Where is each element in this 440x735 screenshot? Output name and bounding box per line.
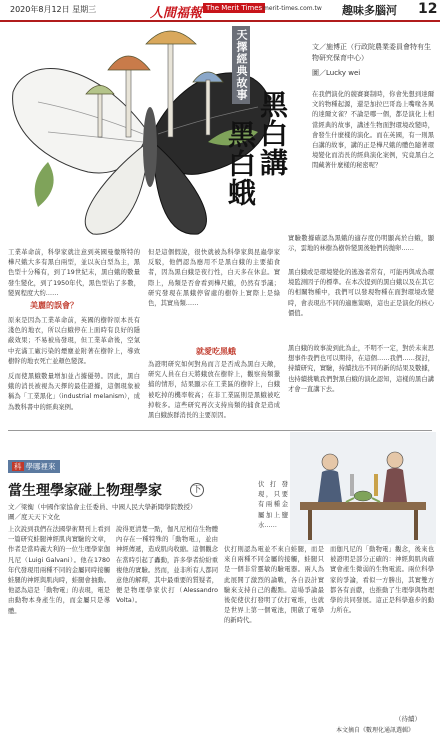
- feature-intro: 在我們演化的競賽賽制時，你會先想到達爾文的物種起源，還是加拉巴哥島上嘴喙各異的達爾文雀？不論是哪一個，都是演化上相當經典的故事，講述生物面對環境改變時，會發生什麼樣的演化。而在英國，有一則黑白講的故事，講的正是樺尺蛾的體色隨著環境變化而消長的經典演化案例，究竟黑白之間藏著什麼樣的秘密呢？: [312, 91, 434, 170]
- feature-title-line1: 黑白講: [256, 90, 289, 177]
- column-badge-label: 學哪裡來: [25, 462, 56, 471]
- feature-paragraph: 黑白蛾的故事說到此為止，不明不一定，對於未來思想事件我們也可以期待，在這個……我們……探討，持續研究，實驗，持續找出不同的新的結果及數據，也持續挑戰我們對黑白蛾的演化認知，這樣的黑白講才會一直講下去。: [288, 345, 434, 393]
- article-part-marker: 下: [190, 483, 204, 497]
- feature-paragraph: 為證明研究如何對鳥而言是否成為黑白天敵，研究人員在白天將蛾放在樹幹上，觀察鳥類獵捕的情形，結果顯示在工業區的樹幹上，白蛾被吃掉的機率較高；在非工業區則是黑蛾被吃掉較多。這些研究再次支持鳥類的捕食是造成黑白蛾族群消長的主要原因。: [148, 361, 280, 420]
- feature-paragraph: 但是這個假說，很快就被為科學家與昆蟲學家反駁，他們認為應用不是黑白蛾的主要捕食者，因為黑白蛾是夜行性，白天多在休息。實際上，鳥類是否會看到樺尺蛾，仍然有爭議；研究發現在黑蛾停留處的樹幹上實際上是綠色，其實鳥類……: [148, 249, 280, 308]
- article-column: 而伽凡尼的「動物電」觀念，後來也被證明是部分正確的：神經與肌肉確實會產生微弱的生物電流。兩位科學家的爭論，看似一方勝出，其實雙方都各有貢獻，也推動了生理學與物理學的共同發展。這正是科學進步的動力所在。: [330, 546, 434, 615]
- article-illustrator-byline: 圖／度天天下文化: [8, 513, 60, 521]
- feature-tag: 天擇經典故事: [232, 26, 250, 104]
- article-column: 說得更清楚一點，伽凡尼相信生物體內存在一種特殊的「動物電」，並由神經傳遞，造成肌肉收縮。這個觀念在當時引起了轟動，許多學者紛紛重複他的實驗。然而，並非所有人都同意他的解釋，其中最重要的質疑者，便是物理學家伏打（Alessandro Volta）。: [116, 526, 218, 605]
- article-column: 伏打則認為電並不來自蛙腿，而是來自兩種不同金屬的接觸，蛙腿只是一個非常靈敏的驗電器。兩人為此展開了激烈的論戰，各自設計實驗來支持自己的觀點。這場爭論最後促使伏打發明了伏打電堆，也就是世界上第一個電池，開啟了電學的新時代。: [224, 546, 324, 625]
- newspaper-logo-en: The Merit Times: [203, 3, 265, 13]
- source-footnote: 本文摘自《數理化通訊選輯》: [336, 727, 415, 734]
- website-url[interactable]: merit-times.com.tw: [263, 5, 322, 12]
- feature-subhead: 就愛吃黑蛾: [196, 347, 236, 356]
- feature-paragraph: 原來是因為工業革命前，英國的樹幹原本長有淺色的地衣，所以白蛾停在上面時有良好的隱蔽效果；不易被鳥發現，但工業革命後，空氣中充滿工廠污染的煙塵並附著在樹幹上，導致樹幹的地衣死亡並顏色變深。: [8, 317, 140, 365]
- illustrator-byline: 圖／Lucky wei: [312, 69, 361, 77]
- feature-paragraph: 反而使黑蛾數量增加並占據優勢。因此，黑白蛾的消長被視為天擇的最佳證據，這個現象被稱為「工業黑化」（industrial melanism），成為教科書中的經典案例。: [8, 373, 140, 411]
- feature-paragraph: 工業革命前，科學家就注意到英國曼徹斯特的樺尺蛾大多有黑白兩型，並以灰白型為主，黑色型十分稀有，到了19世紀末，黑白蛾的數量發生變化，到了1950年代，黑色型佔了多數，變異程度大約……: [8, 249, 140, 296]
- feature-title-line2: 黑白蛾: [224, 120, 257, 207]
- continued-note: （待續）: [395, 715, 421, 723]
- page-number: 12: [418, 1, 438, 17]
- lab-illustration: [290, 432, 436, 544]
- section-divider: [8, 430, 432, 431]
- feature-paragraph: 黑白蛾或是環境變化的逃逸者常有，可能再與成為環境監測因子的標準。在本次提到的黑白蛾以及在其它的相關物種中，我們可以發現物種在面對環境改變時，會表現出不同的適應策略，這也正是演化的核心價值。: [288, 269, 434, 317]
- section-name: 趣味多腦河: [342, 4, 397, 17]
- newspaper-logo: 人間福報: [150, 6, 203, 21]
- article-column: 伏打發現，只要有兩種金屬加上鹽水……: [258, 481, 288, 529]
- column-badge-mark: 科: [14, 462, 22, 471]
- article-author-byline: 文／梁衡（中國作家協會主任委員、中國人民大學新聞學院教授）: [8, 503, 197, 511]
- article-title: 當生理學家碰上物理學家: [8, 483, 162, 499]
- column-badge: [8, 460, 60, 473]
- feature-subhead: 美麗的誤會？: [30, 301, 78, 310]
- feature-paragraph: 實驗數據確認為黑蛾的適存度仍明顯高於白蛾，顯示，雲地的林樹為樹幹變黑後牠們的拋卵……: [288, 235, 434, 253]
- author-byline: 文／施博正（行政院農業委員會特有生物研究保育中心）: [312, 43, 431, 62]
- article-column: 上次說到我們在法國學術期刊上看到一篇研究蛙腿神經肌肉實驗的文章，作者是當時義大利的一位生理學家伽凡尼（Luigi Galvani）。他在1780年代發現用兩種不同的金屬同時接觸蛙腿的神經與肌肉時，蛙腿會抽動。他認為這是「動物電」的表現，電是由動物本身產生的，而金屬只是導體。: [8, 526, 110, 615]
- issue-date: 2020年8月12日 星期三: [10, 5, 97, 14]
